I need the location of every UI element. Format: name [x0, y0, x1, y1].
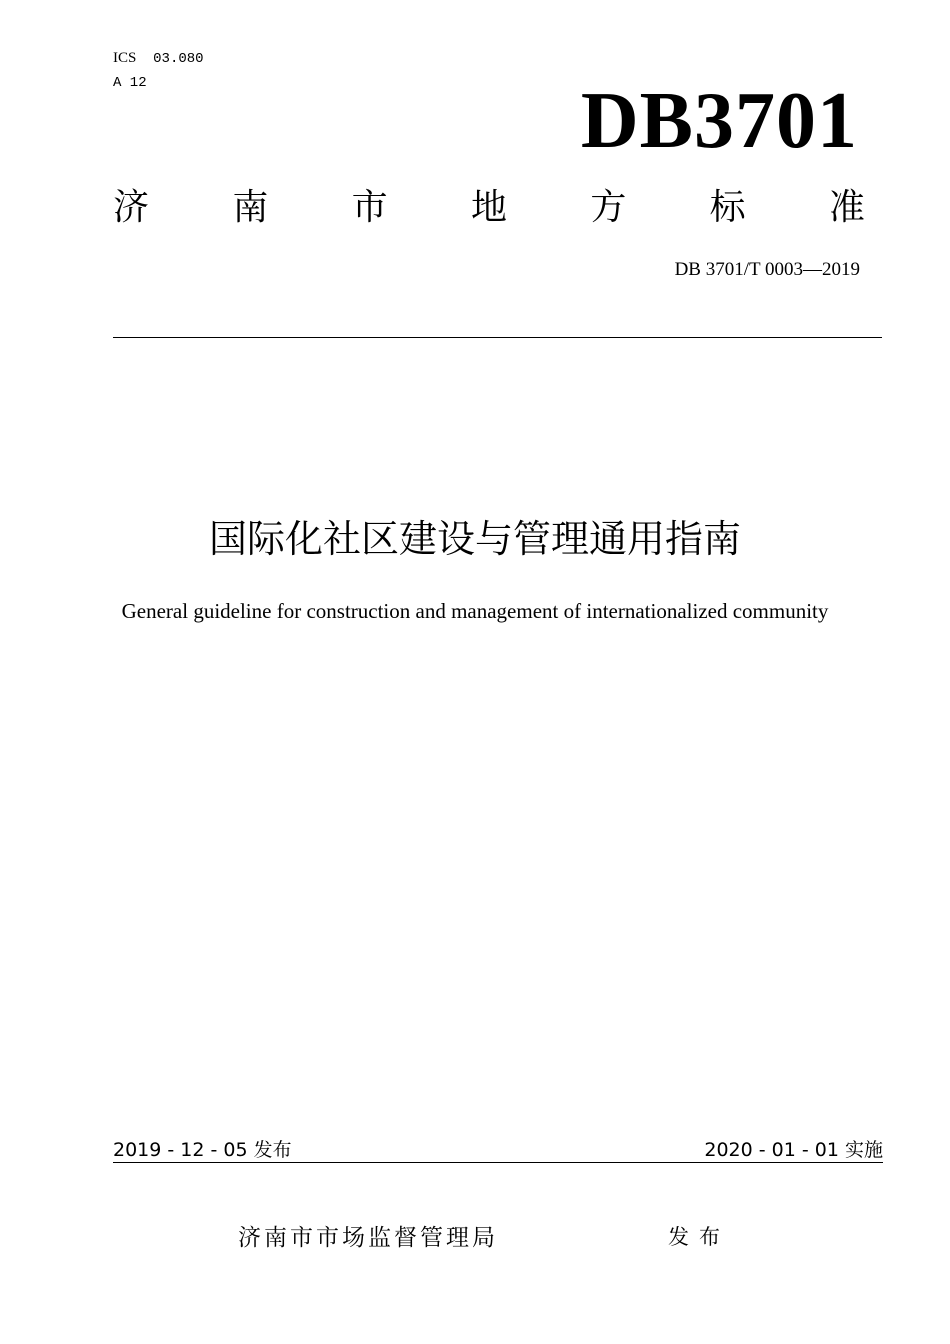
standard-type-char: 济	[113, 187, 150, 228]
standard-number: DB 3701/T 0003—2019	[674, 259, 860, 280]
issue-label: 发布	[668, 1225, 730, 1249]
standard-code-big: DB3701	[580, 77, 858, 165]
ics-code	[113, 50, 204, 67]
issuer-name: 济南市市场监督管理局	[238, 1225, 498, 1251]
document-title-en: General guideline for construction and management of internationalized community	[121, 599, 829, 623]
standard-type	[113, 186, 865, 230]
standard-type-char: 南	[232, 187, 269, 228]
publish-date: 2019 - 12 - 05 发布	[113, 1139, 292, 1161]
standard-type-char: 准	[828, 187, 865, 228]
ics-label: ICS	[113, 50, 137, 66]
document-title-cn: 国际化社区建设与管理通用指南	[208, 517, 741, 561]
header-divider	[113, 337, 882, 338]
standard-type-char: 标	[709, 187, 746, 228]
standard-type-char: 地	[470, 187, 507, 228]
ccs-code: A 12	[113, 75, 147, 91]
ics-number: 03.080	[153, 51, 204, 67]
standard-type-char: 方	[590, 187, 627, 228]
footer-divider	[113, 1162, 883, 1163]
standard-type-char: 市	[351, 187, 388, 228]
date-row	[113, 1138, 883, 1162]
implement-date: 2020 - 01 - 01 实施	[704, 1139, 883, 1161]
